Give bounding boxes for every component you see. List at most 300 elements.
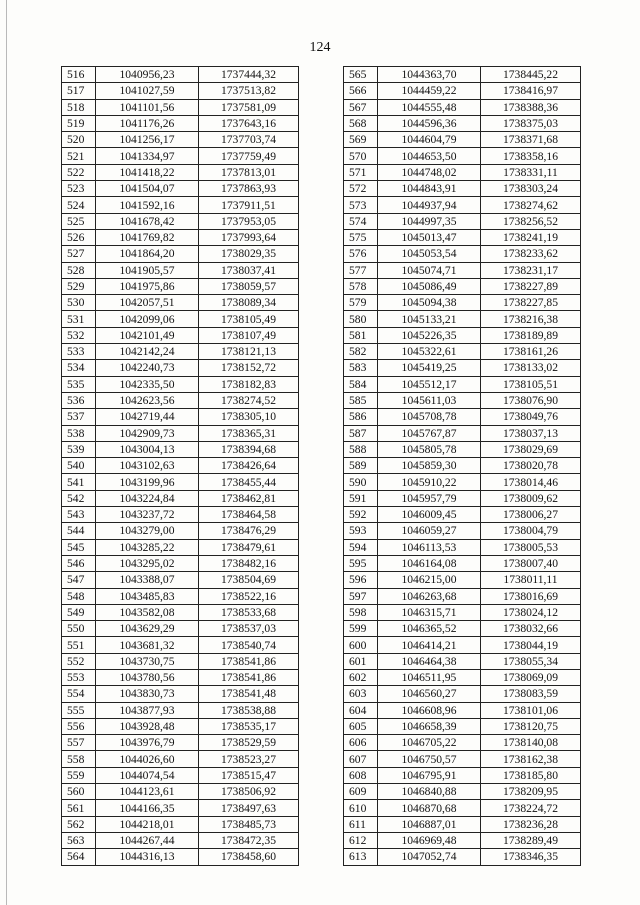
table-row [62, 278, 299, 294]
table-row [344, 735, 581, 751]
point-number-cell: 559 [62, 767, 96, 783]
point-number-cell: 538 [62, 425, 96, 441]
point-number-cell: 547 [62, 572, 96, 588]
table-row [344, 246, 581, 262]
point-number-cell: 600 [344, 637, 378, 653]
x-coordinate-cell: 1045053,54 [378, 246, 481, 262]
y-coordinate-cell: 1738009,62 [481, 490, 581, 506]
x-coordinate-cell: 1046560,27 [378, 686, 481, 702]
x-coordinate-cell: 1043224,84 [96, 490, 199, 506]
y-coordinate-cell: 1738241,19 [481, 229, 581, 245]
point-number-cell: 525 [62, 213, 96, 229]
x-coordinate-cell: 1046887,01 [378, 816, 481, 832]
table-row [344, 213, 581, 229]
page-number: 124 [309, 40, 331, 55]
x-coordinate-cell: 1041418,22 [96, 164, 199, 180]
table-row [344, 767, 581, 783]
x-coordinate-cell: 1046750,57 [378, 751, 481, 767]
point-number-cell: 584 [344, 376, 378, 392]
x-coordinate-cell: 1041905,57 [96, 262, 199, 278]
y-coordinate-cell: 1738105,51 [481, 376, 581, 392]
point-number-cell: 520 [62, 132, 96, 148]
y-coordinate-cell: 1738445,22 [481, 67, 581, 83]
table-row [344, 99, 581, 115]
table-row [62, 507, 299, 523]
table-row [62, 735, 299, 751]
x-coordinate-cell: 1045013,47 [378, 229, 481, 245]
y-coordinate-cell: 1738011,11 [481, 572, 581, 588]
y-coordinate-cell: 1737444,32 [199, 67, 299, 83]
x-coordinate-cell: 1046705,22 [378, 735, 481, 751]
table-row [62, 588, 299, 604]
y-coordinate-cell: 1738076,90 [481, 392, 581, 408]
x-coordinate-cell: 1043830,73 [96, 686, 199, 702]
table-row [62, 115, 299, 131]
point-number-cell: 530 [62, 295, 96, 311]
x-coordinate-cell: 1042909,73 [96, 425, 199, 441]
x-coordinate-cell: 1043877,93 [96, 702, 199, 718]
x-coordinate-cell: 1045094,38 [378, 295, 481, 311]
x-coordinate-cell: 1043976,79 [96, 735, 199, 751]
y-coordinate-cell: 1738506,92 [199, 784, 299, 800]
table-row [62, 360, 299, 376]
x-coordinate-cell: 1044123,61 [96, 784, 199, 800]
y-coordinate-cell: 1738107,49 [199, 327, 299, 343]
point-number-cell: 519 [62, 115, 96, 131]
table-row [62, 458, 299, 474]
y-coordinate-cell: 1738189,89 [481, 327, 581, 343]
x-coordinate-cell: 1043102,63 [96, 458, 199, 474]
point-number-cell: 528 [62, 262, 96, 278]
y-coordinate-cell: 1738537,03 [199, 621, 299, 637]
y-coordinate-cell: 1738083,59 [481, 686, 581, 702]
y-coordinate-cell: 1738182,83 [199, 376, 299, 392]
x-coordinate-cell: 1046608,96 [378, 702, 481, 718]
x-coordinate-cell: 1044316,13 [96, 849, 199, 865]
table-row [62, 653, 299, 669]
y-coordinate-cell: 1738029,69 [481, 441, 581, 457]
point-number-cell: 535 [62, 376, 96, 392]
point-number-cell: 536 [62, 392, 96, 408]
point-number-cell: 587 [344, 425, 378, 441]
y-coordinate-cell: 1737513,82 [199, 83, 299, 99]
y-coordinate-cell: 1738101,06 [481, 702, 581, 718]
table-row [62, 295, 299, 311]
x-coordinate-cell: 1046511,95 [378, 669, 481, 685]
table-row [62, 327, 299, 343]
x-coordinate-cell: 1040956,23 [96, 67, 199, 83]
y-coordinate-cell: 1738289,49 [481, 832, 581, 848]
x-coordinate-cell: 1043004,13 [96, 441, 199, 457]
point-number-cell: 609 [344, 784, 378, 800]
y-coordinate-cell: 1738049,76 [481, 409, 581, 425]
y-coordinate-cell: 1738371,68 [481, 132, 581, 148]
point-number-cell: 606 [344, 735, 378, 751]
x-coordinate-cell: 1044596,36 [378, 115, 481, 131]
y-coordinate-cell: 1738037,13 [481, 425, 581, 441]
table-row [62, 767, 299, 783]
x-coordinate-cell: 1041678,42 [96, 213, 199, 229]
table-row [344, 572, 581, 588]
table-row [62, 181, 299, 197]
table-row [344, 751, 581, 767]
table-row [62, 246, 299, 262]
point-number-cell: 521 [62, 148, 96, 164]
x-coordinate-cell: 1046315,71 [378, 604, 481, 620]
x-coordinate-cell: 1042101,49 [96, 327, 199, 343]
table-row [344, 702, 581, 718]
point-number-cell: 607 [344, 751, 378, 767]
point-number-cell: 563 [62, 832, 96, 848]
table-row [344, 409, 581, 425]
point-number-cell: 611 [344, 816, 378, 832]
table-row [344, 67, 581, 83]
point-number-cell: 565 [344, 67, 378, 83]
table-row [344, 262, 581, 278]
point-number-cell: 580 [344, 311, 378, 327]
table-row [62, 849, 299, 865]
table-row [344, 425, 581, 441]
y-coordinate-cell: 1738231,17 [481, 262, 581, 278]
y-coordinate-cell: 1738497,63 [199, 800, 299, 816]
table-row [344, 278, 581, 294]
y-coordinate-cell: 1738256,52 [481, 213, 581, 229]
table-row [62, 539, 299, 555]
point-number-cell: 531 [62, 311, 96, 327]
table-row [344, 458, 581, 474]
point-number-cell: 554 [62, 686, 96, 702]
x-coordinate-cell: 1042623,56 [96, 392, 199, 408]
x-coordinate-cell: 1043295,02 [96, 555, 199, 571]
y-coordinate-cell: 1738365,31 [199, 425, 299, 441]
point-number-cell: 601 [344, 653, 378, 669]
point-number-cell: 575 [344, 229, 378, 245]
table-row [344, 784, 581, 800]
x-coordinate-cell: 1042335,50 [96, 376, 199, 392]
table-row [344, 164, 581, 180]
point-number-cell: 543 [62, 507, 96, 523]
y-coordinate-cell: 1738024,12 [481, 604, 581, 620]
point-number-cell: 605 [344, 718, 378, 734]
x-coordinate-cell: 1043485,83 [96, 588, 199, 604]
x-coordinate-cell: 1045611,03 [378, 392, 481, 408]
y-coordinate-cell: 1738020,78 [481, 458, 581, 474]
point-number-cell: 602 [344, 669, 378, 685]
y-coordinate-cell: 1738535,17 [199, 718, 299, 734]
point-number-cell: 558 [62, 751, 96, 767]
point-number-cell: 581 [344, 327, 378, 343]
table-row [62, 490, 299, 506]
x-coordinate-cell: 1045086,49 [378, 278, 481, 294]
y-coordinate-cell: 1738224,72 [481, 800, 581, 816]
y-coordinate-cell: 1738523,27 [199, 751, 299, 767]
table-row [344, 344, 581, 360]
x-coordinate-cell: 1041101,56 [96, 99, 199, 115]
table-row [344, 507, 581, 523]
y-coordinate-cell: 1738120,75 [481, 718, 581, 734]
y-coordinate-cell: 1738236,28 [481, 816, 581, 832]
point-number-cell: 564 [62, 849, 96, 865]
point-number-cell: 613 [344, 849, 378, 865]
x-coordinate-cell: 1045419,25 [378, 360, 481, 376]
table-row [344, 621, 581, 637]
y-coordinate-cell: 1738209,95 [481, 784, 581, 800]
y-coordinate-cell: 1737993,64 [199, 229, 299, 245]
y-coordinate-cell: 1738005,53 [481, 539, 581, 555]
table-row [62, 800, 299, 816]
x-coordinate-cell: 1044363,70 [378, 67, 481, 83]
y-coordinate-cell: 1737813,01 [199, 164, 299, 180]
table-row [62, 83, 299, 99]
y-coordinate-cell: 1738455,44 [199, 474, 299, 490]
x-coordinate-cell: 1044937,94 [378, 197, 481, 213]
x-coordinate-cell: 1045859,30 [378, 458, 481, 474]
x-coordinate-cell: 1046464,38 [378, 653, 481, 669]
x-coordinate-cell: 1043279,00 [96, 523, 199, 539]
y-coordinate-cell: 1738305,10 [199, 409, 299, 425]
x-coordinate-cell: 1043928,48 [96, 718, 199, 734]
x-coordinate-cell: 1044748,02 [378, 164, 481, 180]
y-coordinate-cell: 1738479,61 [199, 539, 299, 555]
table-row [344, 295, 581, 311]
table-row [62, 311, 299, 327]
point-number-cell: 566 [344, 83, 378, 99]
y-coordinate-cell: 1738216,38 [481, 311, 581, 327]
x-coordinate-cell: 1041256,17 [96, 132, 199, 148]
table-row [344, 311, 581, 327]
x-coordinate-cell: 1046658,39 [378, 718, 481, 734]
y-coordinate-cell: 1738541,86 [199, 669, 299, 685]
y-coordinate-cell: 1738540,74 [199, 637, 299, 653]
y-coordinate-cell: 1738426,64 [199, 458, 299, 474]
table-body [344, 67, 581, 866]
x-coordinate-cell: 1045957,79 [378, 490, 481, 506]
x-coordinate-cell: 1041176,26 [96, 115, 199, 131]
point-number-cell: 550 [62, 621, 96, 637]
point-number-cell: 608 [344, 767, 378, 783]
y-coordinate-cell: 1738515,47 [199, 767, 299, 783]
y-coordinate-cell: 1738458,60 [199, 849, 299, 865]
table-row [62, 702, 299, 718]
x-coordinate-cell: 1043199,96 [96, 474, 199, 490]
x-coordinate-cell: 1046795,91 [378, 767, 481, 783]
table-row [344, 718, 581, 734]
point-number-cell: 573 [344, 197, 378, 213]
x-coordinate-cell: 1041975,86 [96, 278, 199, 294]
point-number-cell: 596 [344, 572, 378, 588]
point-number-cell: 572 [344, 181, 378, 197]
point-number-cell: 540 [62, 458, 96, 474]
point-number-cell: 610 [344, 800, 378, 816]
point-number-cell: 599 [344, 621, 378, 637]
x-coordinate-cell: 1045322,61 [378, 344, 481, 360]
x-coordinate-cell: 1044074,54 [96, 767, 199, 783]
y-coordinate-cell: 1738274,52 [199, 392, 299, 408]
x-coordinate-cell: 1043388,07 [96, 572, 199, 588]
point-number-cell: 586 [344, 409, 378, 425]
table-row [344, 523, 581, 539]
point-number-cell: 524 [62, 197, 96, 213]
point-number-cell: 516 [62, 67, 96, 83]
table-row [62, 99, 299, 115]
y-coordinate-cell: 1738037,41 [199, 262, 299, 278]
point-number-cell: 590 [344, 474, 378, 490]
table-row [344, 832, 581, 848]
point-number-cell: 529 [62, 278, 96, 294]
table-row [62, 572, 299, 588]
table-row [62, 67, 299, 83]
point-number-cell: 556 [62, 718, 96, 734]
point-number-cell: 537 [62, 409, 96, 425]
x-coordinate-cell: 1046215,00 [378, 572, 481, 588]
y-coordinate-cell: 1738303,24 [481, 181, 581, 197]
x-coordinate-cell: 1045910,22 [378, 474, 481, 490]
table-row [344, 849, 581, 865]
table-row [344, 132, 581, 148]
y-coordinate-cell: 1738533,68 [199, 604, 299, 620]
table-row [62, 441, 299, 457]
point-number-cell: 570 [344, 148, 378, 164]
x-coordinate-cell: 1043285,22 [96, 539, 199, 555]
table-row [344, 360, 581, 376]
y-coordinate-cell: 1738032,66 [481, 621, 581, 637]
x-coordinate-cell: 1046840,88 [378, 784, 481, 800]
x-coordinate-cell: 1044843,91 [378, 181, 481, 197]
x-coordinate-cell: 1044267,44 [96, 832, 199, 848]
y-coordinate-cell: 1738059,57 [199, 278, 299, 294]
x-coordinate-cell: 1042240,73 [96, 360, 199, 376]
y-coordinate-cell: 1738007,40 [481, 555, 581, 571]
table-row [344, 637, 581, 653]
point-number-cell: 574 [344, 213, 378, 229]
x-coordinate-cell: 1042057,51 [96, 295, 199, 311]
table-row [62, 718, 299, 734]
y-coordinate-cell: 1738006,27 [481, 507, 581, 523]
point-number-cell: 532 [62, 327, 96, 343]
table-row [62, 621, 299, 637]
y-coordinate-cell: 1738014,46 [481, 474, 581, 490]
table-row [62, 148, 299, 164]
table-row [62, 164, 299, 180]
point-number-cell: 603 [344, 686, 378, 702]
table-row [62, 669, 299, 685]
y-coordinate-cell: 1738504,69 [199, 572, 299, 588]
x-coordinate-cell: 1045512,17 [378, 376, 481, 392]
x-coordinate-cell: 1044218,01 [96, 816, 199, 832]
y-coordinate-cell: 1738029,35 [199, 246, 299, 262]
coordinates-table-left [61, 66, 299, 866]
y-coordinate-cell: 1738069,09 [481, 669, 581, 685]
y-coordinate-cell: 1738233,62 [481, 246, 581, 262]
table-row [344, 83, 581, 99]
y-coordinate-cell: 1738227,89 [481, 278, 581, 294]
point-number-cell: 555 [62, 702, 96, 718]
point-number-cell: 534 [62, 360, 96, 376]
table-row [62, 604, 299, 620]
y-coordinate-cell: 1738044,19 [481, 637, 581, 653]
table-row [344, 539, 581, 555]
x-coordinate-cell: 1044459,22 [378, 83, 481, 99]
point-number-cell: 539 [62, 441, 96, 457]
table-row [62, 392, 299, 408]
y-coordinate-cell: 1738055,34 [481, 653, 581, 669]
table-row [62, 344, 299, 360]
x-coordinate-cell: 1046414,21 [378, 637, 481, 653]
x-coordinate-cell: 1043780,56 [96, 669, 199, 685]
x-coordinate-cell: 1045805,78 [378, 441, 481, 457]
x-coordinate-cell: 1045074,71 [378, 262, 481, 278]
x-coordinate-cell: 1041334,97 [96, 148, 199, 164]
point-number-cell: 552 [62, 653, 96, 669]
table-row [62, 132, 299, 148]
table-row [344, 441, 581, 457]
table-row [344, 816, 581, 832]
point-number-cell: 561 [62, 800, 96, 816]
x-coordinate-cell: 1043629,29 [96, 621, 199, 637]
y-coordinate-cell: 1738152,72 [199, 360, 299, 376]
table-row [344, 181, 581, 197]
table-row [62, 262, 299, 278]
x-coordinate-cell: 1046365,52 [378, 621, 481, 637]
x-coordinate-cell: 1041504,07 [96, 181, 199, 197]
point-number-cell: 592 [344, 507, 378, 523]
table-row [344, 115, 581, 131]
y-coordinate-cell: 1738227,85 [481, 295, 581, 311]
x-coordinate-cell: 1044997,35 [378, 213, 481, 229]
x-coordinate-cell: 1043730,75 [96, 653, 199, 669]
y-coordinate-cell: 1738161,26 [481, 344, 581, 360]
x-coordinate-cell: 1046870,68 [378, 800, 481, 816]
x-coordinate-cell: 1044653,50 [378, 148, 481, 164]
x-coordinate-cell: 1045226,35 [378, 327, 481, 343]
y-coordinate-cell: 1738121,13 [199, 344, 299, 360]
x-coordinate-cell: 1041769,82 [96, 229, 199, 245]
x-coordinate-cell: 1046009,45 [378, 507, 481, 523]
x-coordinate-cell: 1044166,35 [96, 800, 199, 816]
point-number-cell: 578 [344, 278, 378, 294]
y-coordinate-cell: 1738476,29 [199, 523, 299, 539]
y-coordinate-cell: 1738331,11 [481, 164, 581, 180]
table-row [344, 588, 581, 604]
y-coordinate-cell: 1737703,74 [199, 132, 299, 148]
x-coordinate-cell: 1043681,32 [96, 637, 199, 653]
point-number-cell: 522 [62, 164, 96, 180]
table-row [344, 653, 581, 669]
x-coordinate-cell: 1042142,24 [96, 344, 199, 360]
table-row [344, 604, 581, 620]
scan-edge-line [6, 0, 7, 905]
point-number-cell: 604 [344, 702, 378, 718]
table-row [62, 409, 299, 425]
x-coordinate-cell: 1041864,20 [96, 246, 199, 262]
point-number-cell: 553 [62, 669, 96, 685]
table-row [62, 523, 299, 539]
point-number-cell: 583 [344, 360, 378, 376]
y-coordinate-cell: 1738140,08 [481, 735, 581, 751]
point-number-cell: 560 [62, 784, 96, 800]
point-number-cell: 585 [344, 392, 378, 408]
y-coordinate-cell: 1738358,16 [481, 148, 581, 164]
table-row [62, 816, 299, 832]
x-coordinate-cell: 1045767,87 [378, 425, 481, 441]
point-number-cell: 595 [344, 555, 378, 571]
table-row [344, 327, 581, 343]
table-row [62, 555, 299, 571]
x-coordinate-cell: 1046113,53 [378, 539, 481, 555]
point-number-cell: 518 [62, 99, 96, 115]
x-coordinate-cell: 1043582,08 [96, 604, 199, 620]
y-coordinate-cell: 1738185,80 [481, 767, 581, 783]
